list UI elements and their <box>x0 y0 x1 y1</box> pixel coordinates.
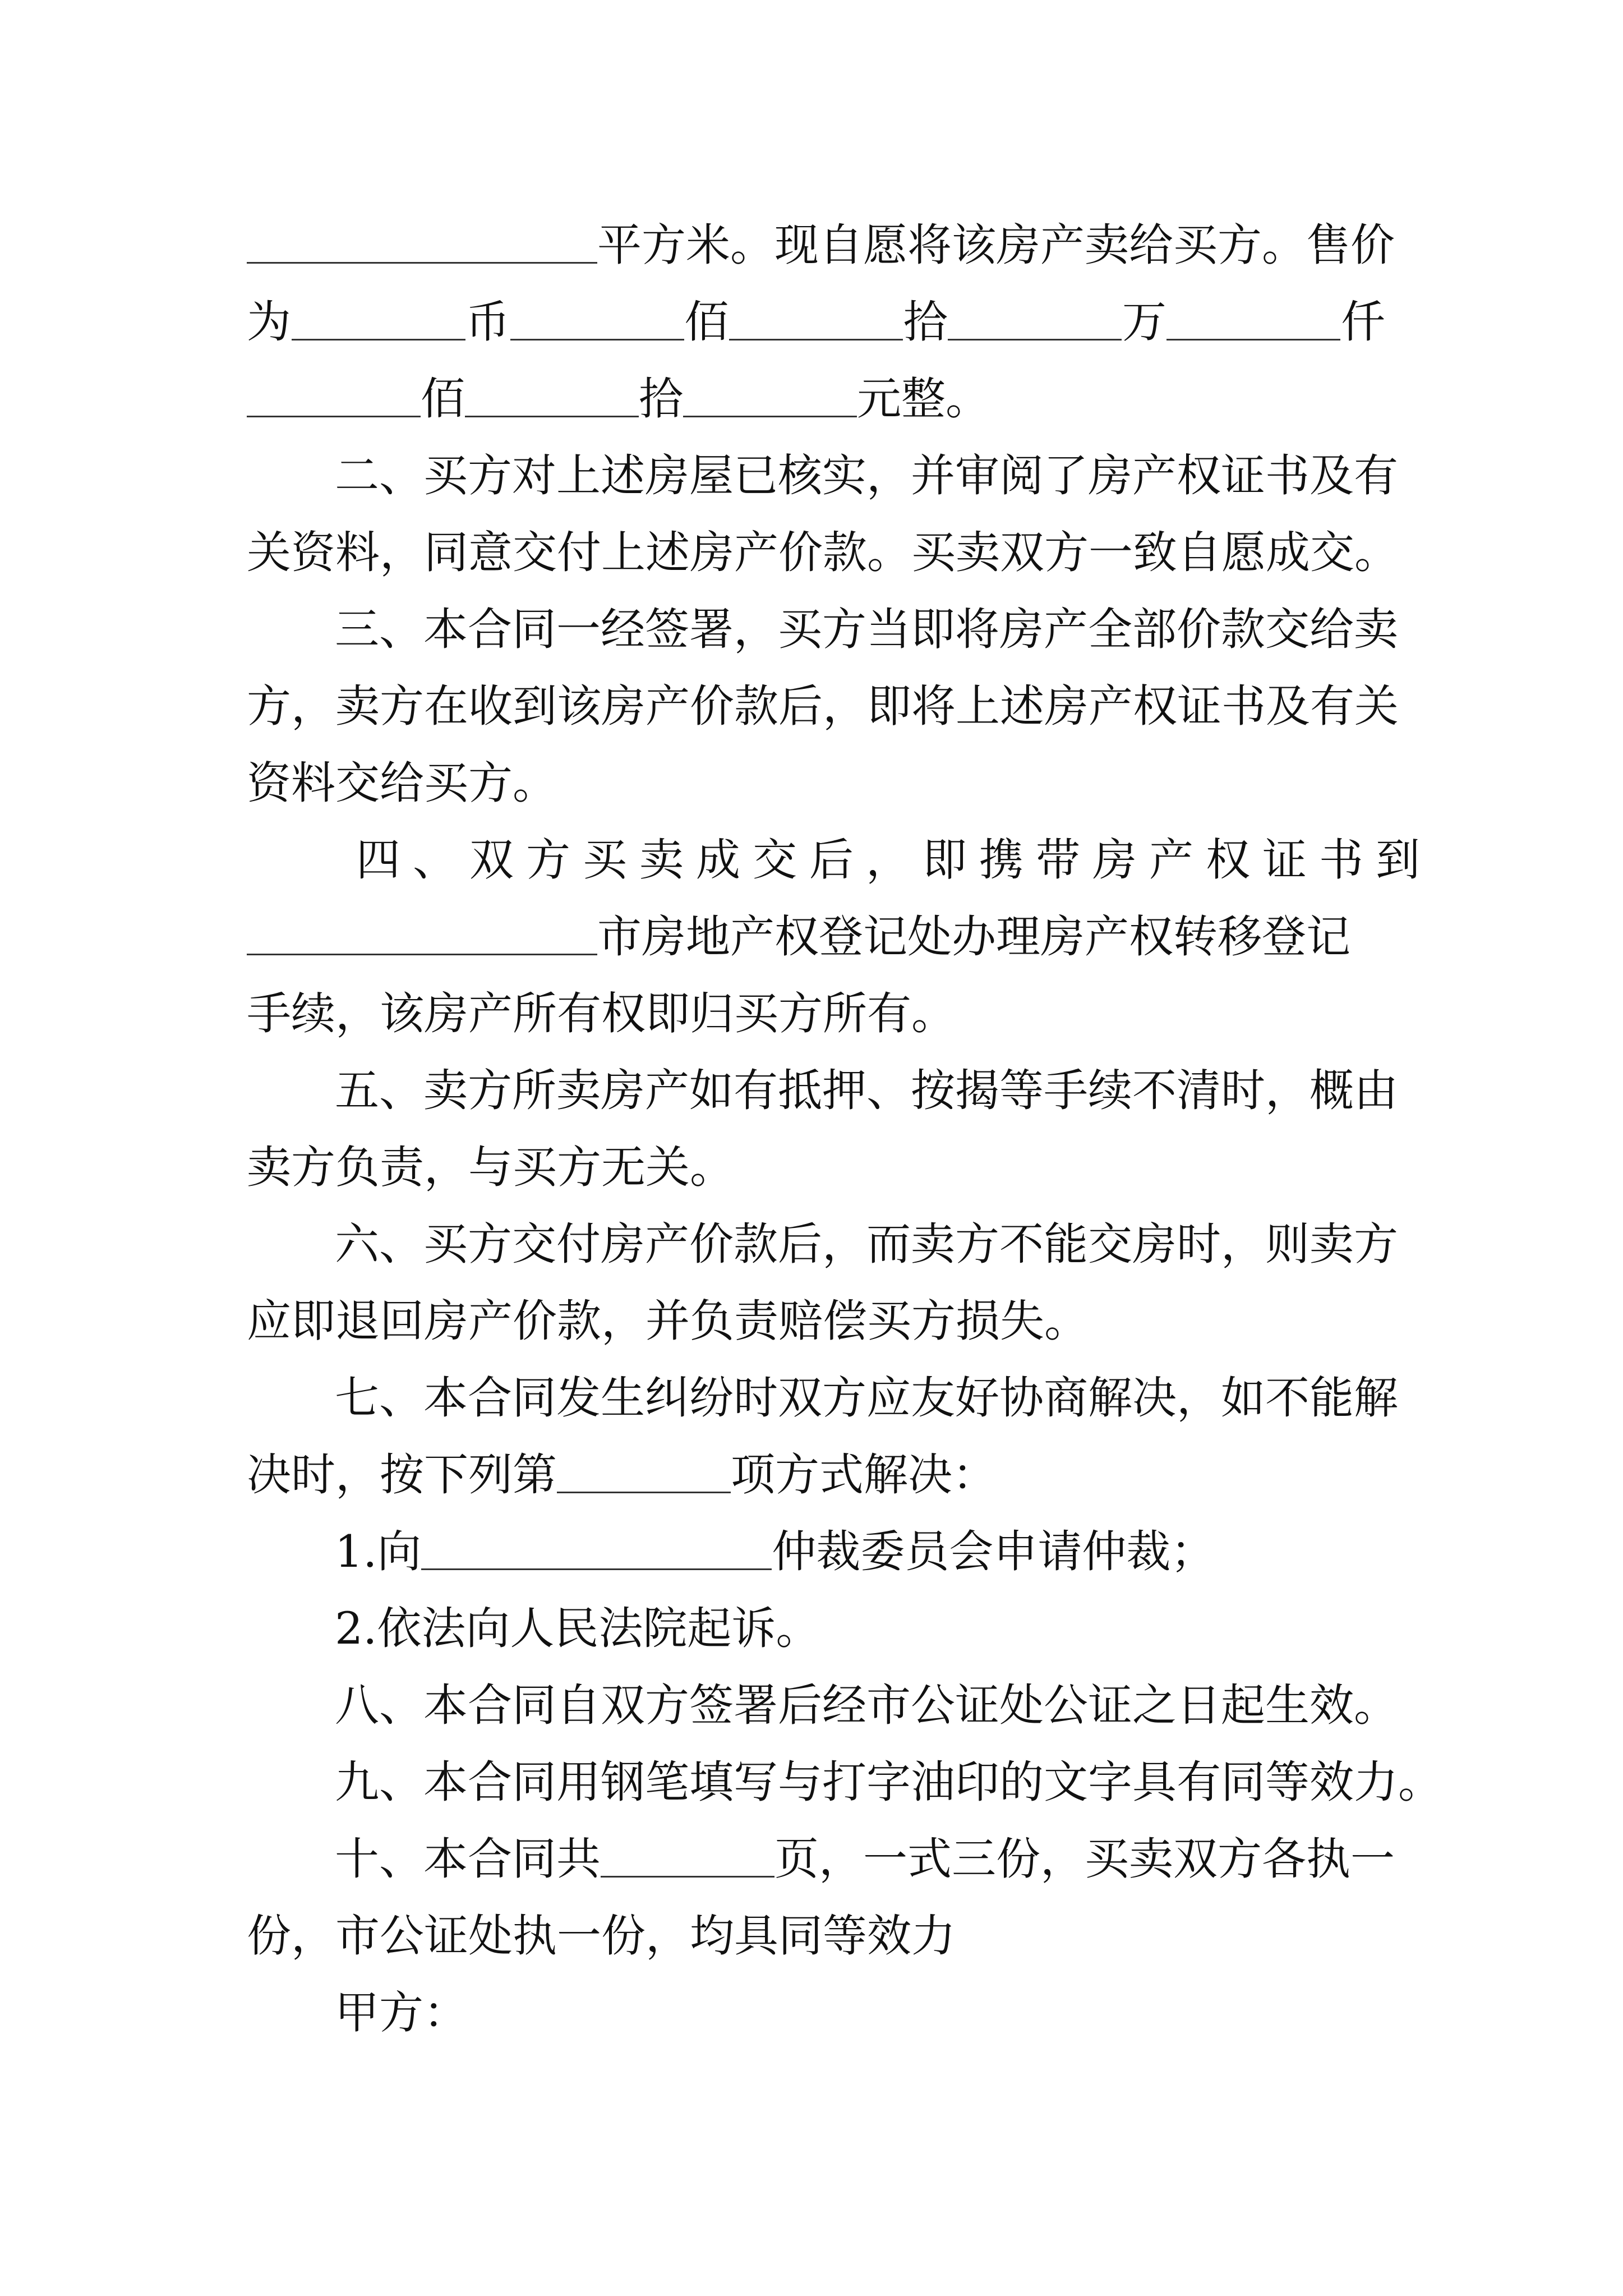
text: 万 <box>1122 296 1167 348</box>
clause-4-line-1: 四、双方买卖成交后，即携带房产权证书到 <box>356 834 1432 886</box>
clause-3-line-1: 三、本合同一经签署，买方当即将房产全部价款交给卖 <box>335 604 1398 655</box>
text: 仟 <box>1340 296 1386 348</box>
blank-arbitration-committee[interactable] <box>421 1529 772 1570</box>
blank-option-number[interactable] <box>557 1452 731 1493</box>
blank-area[interactable] <box>247 223 597 264</box>
text: 元整。 <box>857 373 990 425</box>
blank-currency[interactable] <box>292 300 465 341</box>
clause-7-line-1: 七、本合同发生纠纷时双方应友好协商解决，如不能解 <box>335 1372 1398 1424</box>
blank-amount[interactable] <box>465 376 639 417</box>
clause-3-line-3: 资料交给买方。 <box>247 757 557 809</box>
clause-4-line-2 <box>247 906 1385 968</box>
blank-amount[interactable] <box>247 376 421 417</box>
clause-6-line-1: 六、买方交付房产价款后，而卖方不能交房时，则卖方 <box>335 1218 1398 1270</box>
text: 仲裁委员会申请仲裁； <box>772 1526 1215 1577</box>
clause-10-line-2: 份，市公证处执一份，均具同等效力 <box>247 1910 956 1962</box>
clause-5-line-1: 五、卖方所卖房产如有抵押、按揭等手续不清时，概由 <box>335 1065 1398 1116</box>
text: 决时，按下列第 <box>247 1449 557 1501</box>
clause-2-line-2: 关资料，同意交付上述房产价款。买卖双方一致自愿成交。 <box>247 527 1399 578</box>
clause-10-line-1 <box>335 1828 1395 1890</box>
blank-page-count[interactable] <box>601 1837 774 1878</box>
text: 佰 <box>684 296 730 348</box>
text: 币 <box>465 296 510 348</box>
clause-5-line-2: 卖方负责，与买方无关。 <box>247 1142 734 1193</box>
text: 1.向 <box>335 1526 422 1577</box>
blank-amount[interactable] <box>510 300 684 341</box>
blank-city[interactable] <box>247 914 597 955</box>
text: 为 <box>247 296 292 348</box>
text: 市房地产权登记处办理房产权转移登记 <box>597 911 1350 963</box>
clause-8: 八、本合同自双方签署后经市公证处公证之日起生效。 <box>335 1680 1398 1731</box>
party-a-label: 甲方： <box>335 1987 468 2039</box>
clause-3-line-2: 方，卖方在收到该房产价款后，即将上述房产权证书及有关 <box>247 680 1399 732</box>
clause-1-line-price-2 <box>247 368 1385 430</box>
text: 平方米。现自愿将该房产卖给买方。售价 <box>597 219 1395 271</box>
text: 佰 <box>421 373 465 425</box>
clause-1-line-price <box>247 291 1385 353</box>
clause-1-line-area <box>247 214 1395 276</box>
clause-7-option-1 <box>335 1521 1385 1582</box>
text: 十、本合同共 <box>335 1833 601 1885</box>
text: 拾 <box>903 296 948 348</box>
blank-amount[interactable] <box>729 300 903 341</box>
clause-9: 九、本合同用钢笔填写与打字油印的文字具有同等效力。 <box>335 1756 1442 1808</box>
clause-2-line-1: 二、买方对上述房屋已核实，并审阅了房产权证书及有 <box>335 450 1398 501</box>
blank-amount[interactable] <box>683 376 857 417</box>
clause-7-line-2 <box>247 1444 1385 1506</box>
clause-6-line-2: 应即退回房产价款，并负责赔偿买方损失。 <box>247 1295 1089 1347</box>
text: 页，一式三份，买卖双方各执一 <box>774 1833 1395 1885</box>
clause-7-option-2: 2.依法向人民法院起诉。 <box>335 1603 820 1654</box>
blank-amount[interactable] <box>1166 300 1340 341</box>
text: 拾 <box>639 373 683 425</box>
blank-amount[interactable] <box>948 300 1122 341</box>
clause-4-line-3: 手续，该房产所有权即归买方所有。 <box>247 988 956 1039</box>
text: 项方式解决： <box>731 1449 997 1501</box>
